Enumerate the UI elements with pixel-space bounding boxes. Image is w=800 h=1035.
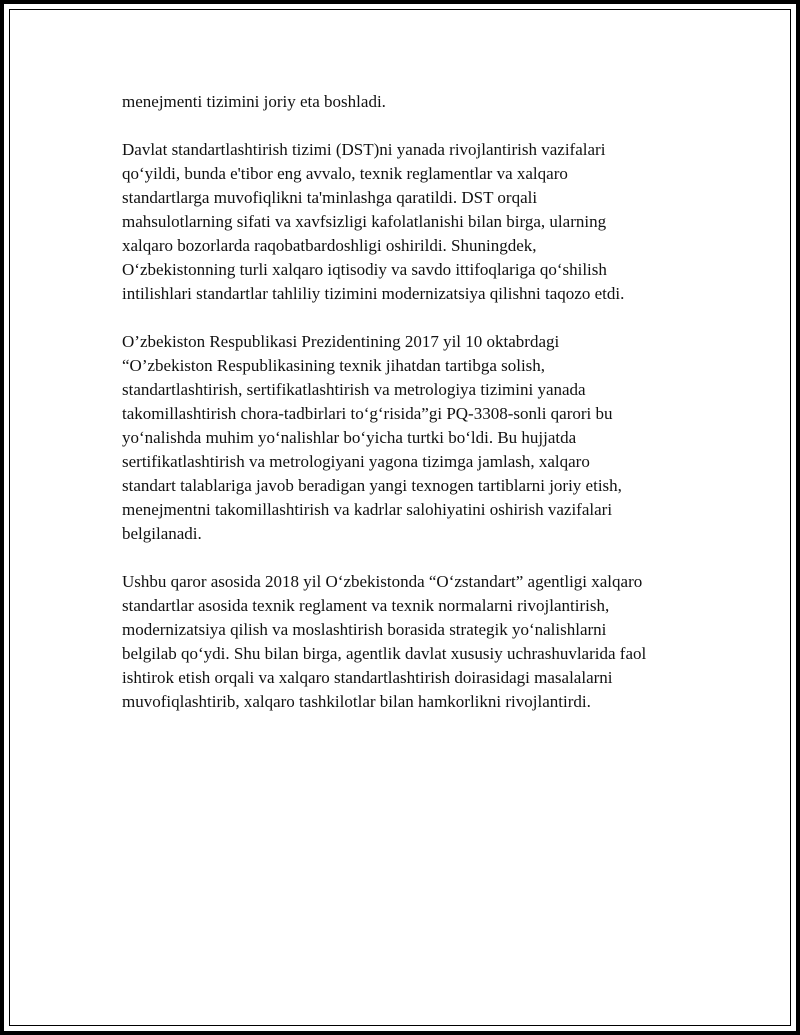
text-line: belgilanadi. bbox=[122, 524, 202, 543]
text-line: O’zbekiston Respublikasi Prezidentining 2017 yil 10 oktabrdagi bbox=[122, 332, 560, 351]
text-line: ishtirok etish orqali va xalqaro standartlashtirish doirasidagi masalalarni bbox=[122, 668, 613, 687]
text-line: takomillashtirish chora-tadbirlari to‘g‘risida”gi PQ-3308-sonli qarori bu bbox=[122, 404, 613, 423]
text-line: belgilab qo‘ydi. Shu bilan birga, agentlik davlat xususiy uchrashuvlarida faol bbox=[122, 644, 647, 663]
text-line: O‘zbekistonning turli xalqaro iqtisodiy va savdo ittifoqlariga qo‘shilish bbox=[122, 260, 607, 279]
text-line: “O’zbekiston Respublikasining texnik jihatdan tartibga solish, bbox=[122, 356, 546, 375]
text-line: Davlat standartlashtirish tizimi (DST)ni yanada rivojlantirish vazifalari bbox=[122, 140, 606, 159]
text-line: sertifikatlashtirish va metrologiyani yagona tizimga jamlash, xalqaro bbox=[122, 452, 590, 471]
text-line: standartlar asosida texnik reglament va texnik normalarni rivojlantirish, bbox=[122, 596, 610, 615]
document-body bbox=[122, 90, 707, 738]
text-line: menejmenti tizimini joriy eta boshladi. bbox=[122, 92, 386, 111]
text-line: modernizatsiya qilish va moslashtirish borasida strategik yo‘nalishlarni bbox=[122, 620, 607, 639]
paragraph-1 bbox=[122, 90, 707, 114]
text-line: xalqaro bozorlarda raqobatbardoshligi oshirildi. Shuningdek, bbox=[122, 236, 537, 255]
text-line: mahsulotlarning sifati va xavfsizligi kafolatlanishi bilan birga, ularning bbox=[122, 212, 607, 231]
paragraph-3 bbox=[122, 330, 707, 546]
text-line: Ushbu qaror asosida 2018 yil O‘zbekistonda “O‘zstandart” agentligi xalqaro bbox=[122, 572, 643, 591]
paragraph-4 bbox=[122, 570, 707, 714]
text-line: yo‘nalishda muhim yo‘nalishlar bo‘yicha turtki bo‘ldi. Bu hujjatda bbox=[122, 428, 577, 447]
text-line: qo‘yildi, bunda e'tibor eng avvalo, texnik reglamentlar va xalqaro bbox=[122, 164, 568, 183]
paragraph-2 bbox=[122, 138, 707, 306]
text-line: menejmentni takomillashtirish va kadrlar salohiyatini oshirish vazifalari bbox=[122, 500, 613, 519]
text-line: standartlarga muvofiqlikni ta'minlashga qaratildi. DST orqali bbox=[122, 188, 538, 207]
text-line: standart talablariga javob beradigan yangi texnogen tartiblarni joriy etish, bbox=[122, 476, 622, 495]
text-line: standartlashtirish, sertifikatlashtirish va metrologiya tizimini yanada bbox=[122, 380, 586, 399]
text-line: intilishlari standartlar tahliliy tizimini modernizatsiya qilishni taqozo etdi. bbox=[122, 284, 625, 303]
text-line: muvofiqlashtirib, xalqaro tashkilotlar bilan hamkorlikni rivojlantirdi. bbox=[122, 692, 591, 711]
